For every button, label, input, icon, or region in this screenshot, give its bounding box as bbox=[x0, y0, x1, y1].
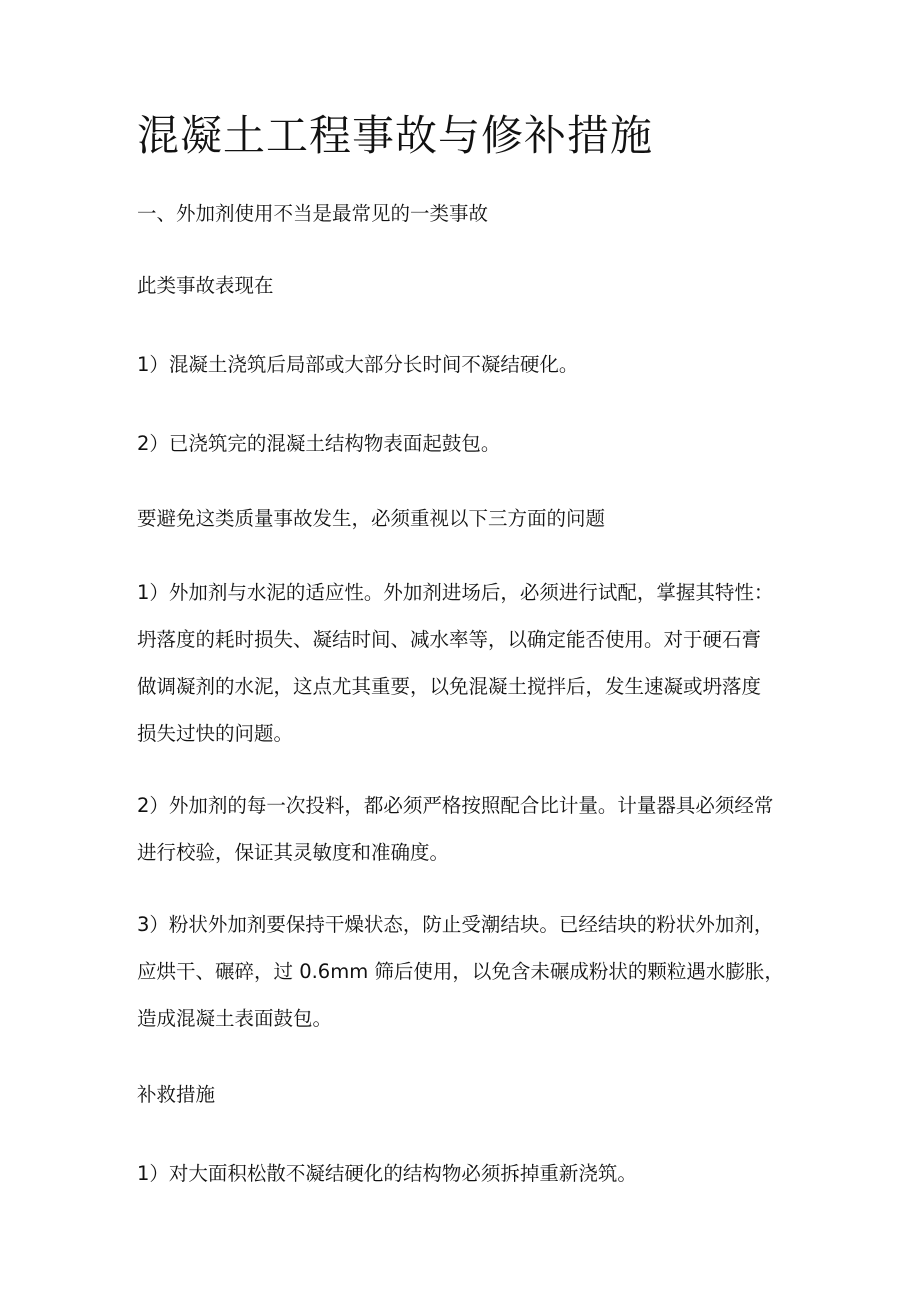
prevention-item-1 bbox=[137, 569, 797, 757]
symptoms-intro: 此类事故表现在 bbox=[137, 274, 274, 297]
symptom-item-2: 2）已浇筑完的混凝土结构物表面起鼓包。 bbox=[137, 432, 501, 455]
prevention-item-3 bbox=[137, 901, 797, 1042]
prevention-item-2-line: 进行校验，保证其灵敏度和准确度。 bbox=[137, 841, 450, 864]
prevention-item-2-line: 2）外加剂的每一次投料，都必须严格按照配合比计量。计量器具必须经常 bbox=[137, 794, 774, 817]
section-heading: 一、外加剂使用不当是最常见的一类事故 bbox=[137, 202, 489, 225]
prevention-item-3-line: 应烘干、碾碎，过 0.6mm 筛后使用，以免含未碾成粉状的颗粒遇水膨胀， bbox=[137, 960, 784, 983]
remedy-item-1: 1）对大面积松散不凝结硬化的结构物必须拆掉重新浇筑。 bbox=[137, 1162, 637, 1185]
prevention-item-1-line: 做调凝剂的水泥，这点尤其重要，以免混凝土搅拌后，发生速凝或坍落度 bbox=[137, 675, 762, 698]
prevention-intro: 要避免这类质量事故发生，必须重视以下三方面的问题 bbox=[137, 507, 606, 530]
prevention-item-3-line: 造成混凝土表面鼓包。 bbox=[137, 1007, 333, 1030]
prevention-item-1-line: 1）外加剂与水泥的适应性。外加剂进场后，必须进行试配，掌握其特性： bbox=[137, 581, 774, 604]
symptom-item-1: 1）混凝土浇筑后局部或大部分长时间不凝结硬化。 bbox=[137, 353, 579, 376]
document-title: 混凝土工程事故与修补措施 bbox=[137, 111, 654, 160]
prevention-item-2 bbox=[137, 782, 797, 876]
remedy-heading: 补救措施 bbox=[137, 1083, 216, 1106]
prevention-item-1-line: 损失过快的问题。 bbox=[137, 722, 294, 745]
prevention-item-3-line: 3）粉状外加剂要保持干燥状态，防止受潮结块。已经结块的粉状外加剂， bbox=[137, 913, 774, 936]
prevention-item-1-line: 坍落度的耗时损失、凝结时间、减水率等，以确定能否使用。对于硬石膏 bbox=[137, 628, 762, 651]
